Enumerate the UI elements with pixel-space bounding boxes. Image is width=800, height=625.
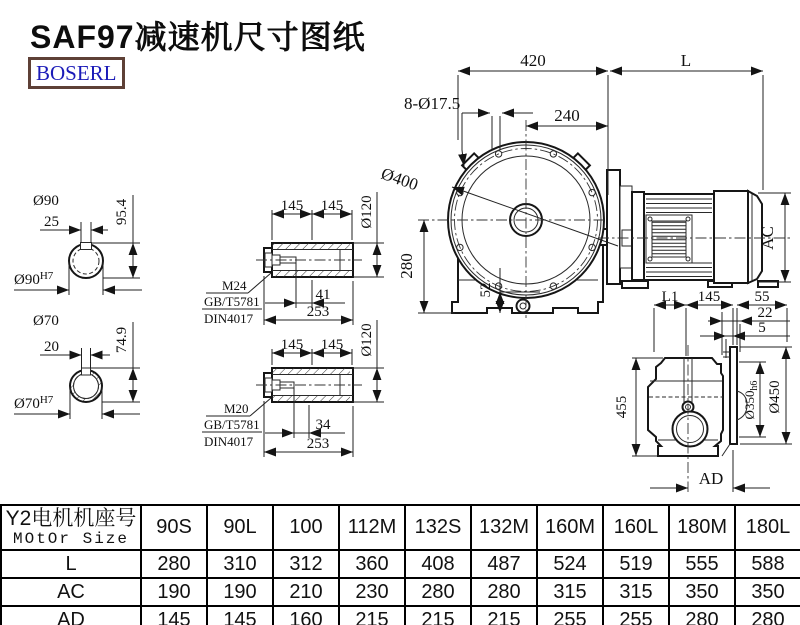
cell: 280: [669, 606, 735, 625]
shaft-section-90: [14, 193, 142, 295]
col-header: 90S: [141, 505, 207, 550]
dim-key-height-90: 95.4: [114, 198, 130, 226]
row-label: L: [1, 550, 141, 578]
dim-55: 55: [754, 289, 770, 305]
dim-145-side: 145: [697, 289, 721, 305]
cell: 190: [207, 578, 273, 606]
header-cn: Y2电机机座号: [5, 506, 137, 530]
col-header: 90L: [207, 505, 273, 550]
dim-bore-70: $Ø70^{H7}$: [14, 394, 54, 412]
label-dia-90: Ø90: [33, 193, 59, 209]
cell: 215: [471, 606, 537, 625]
dim-52: 52: [478, 282, 494, 298]
dim-145b-m20: 145: [320, 337, 344, 353]
cell: 588: [735, 550, 800, 578]
cell: 315: [603, 578, 669, 606]
col-header: 112M: [339, 505, 405, 550]
dim-145b-m24: 145: [320, 198, 344, 214]
dim-420: 420: [520, 51, 546, 70]
dim-dia120-m20: Ø120: [359, 323, 375, 357]
shaft-section-70: [14, 313, 140, 419]
dim-flange-400: Ø400: [378, 163, 421, 195]
dim-AD: AD: [698, 469, 724, 488]
cell: 160: [273, 606, 339, 625]
dim-145a-m20: 145: [280, 337, 304, 353]
col-header: 100: [273, 505, 339, 550]
label-std2-m24: DIN4017: [204, 311, 254, 326]
cell: 215: [339, 606, 405, 625]
cell: 524: [537, 550, 603, 578]
cell: 408: [405, 550, 471, 578]
cell: 315: [537, 578, 603, 606]
dim-L1: L1: [661, 289, 679, 305]
dim-280: 280: [397, 253, 416, 279]
hollow-shaft-m24: [202, 192, 384, 326]
front-view: [379, 51, 791, 318]
cell: 487: [471, 550, 537, 578]
cell: 350: [735, 578, 800, 606]
dim-bore-90: $Ø90^{H7}$: [14, 270, 54, 288]
dim-240: 240: [554, 106, 580, 125]
dim-key-height-70: 74.9: [114, 326, 130, 354]
cell: 280: [735, 606, 800, 625]
cell: 555: [669, 550, 735, 578]
dim-AC: AC: [758, 226, 777, 250]
dim-455: 455: [614, 395, 630, 419]
col-header: 132S: [405, 505, 471, 550]
page-title: SAF97减速机尺寸图纸: [30, 19, 366, 55]
table-row-AC: [1, 578, 800, 606]
row-label: AC: [1, 578, 141, 606]
cell: 310: [207, 550, 273, 578]
cell: 145: [207, 606, 273, 625]
cell: 519: [603, 550, 669, 578]
label-std1-m24: GB/T5781: [204, 294, 260, 309]
label-std2-m20: DIN4017: [204, 434, 254, 449]
cell: 230: [339, 578, 405, 606]
dim-L: L: [680, 51, 692, 70]
dim-5: 5: [758, 320, 766, 336]
cell: 360: [339, 550, 405, 578]
col-header: 180L: [735, 505, 800, 550]
dim-depth-m20: 34: [315, 417, 331, 433]
col-header: 160M: [537, 505, 603, 550]
cell: 255: [603, 606, 669, 625]
cell: 255: [537, 606, 603, 625]
dim-depth-m24: 41: [315, 287, 331, 303]
table-header-row: [1, 505, 800, 550]
row-label: AD: [1, 606, 141, 625]
dim-len-m20: 253: [306, 436, 330, 452]
boserl-logo: BOSERL: [28, 57, 125, 89]
cell: 350: [669, 578, 735, 606]
dim-key-width-70: 20: [44, 339, 59, 355]
dim-dia120-m24: Ø120: [359, 195, 375, 229]
dim-350h6: $Ø350_{h6}$: [742, 380, 760, 420]
dim-22: 22: [757, 305, 773, 321]
side-view: [614, 289, 792, 492]
header-en: MOtOr Size: [12, 529, 129, 548]
dim-145a-m24: 145: [280, 198, 304, 214]
cell: 312: [273, 550, 339, 578]
table-row-L: [1, 550, 800, 578]
dim-bolt-holes: 8-Ø17.5: [404, 94, 461, 113]
col-header: 160L: [603, 505, 669, 550]
label-std1-m20: GB/T5781: [204, 417, 260, 432]
dim-len-m24: 253: [306, 304, 330, 320]
label-thread-m20: M20: [224, 401, 249, 416]
cell: 280: [405, 578, 471, 606]
motor-size-table: [0, 504, 800, 625]
cell: 210: [273, 578, 339, 606]
dim-key-width-90: 25: [44, 214, 59, 230]
label-dia-70: Ø70: [33, 313, 59, 329]
hollow-shaft-m20: [202, 320, 384, 457]
col-header: 180M: [669, 505, 735, 550]
table-corner-header: [1, 505, 141, 550]
cell: 215: [405, 606, 471, 625]
table-row-AD: [1, 606, 800, 625]
dim-450: Ø450: [767, 380, 783, 414]
cell: 280: [471, 578, 537, 606]
cell: 145: [141, 606, 207, 625]
cell: 280: [141, 550, 207, 578]
col-header: 132M: [471, 505, 537, 550]
cell: 190: [141, 578, 207, 606]
label-thread-m24: M24: [222, 278, 247, 293]
